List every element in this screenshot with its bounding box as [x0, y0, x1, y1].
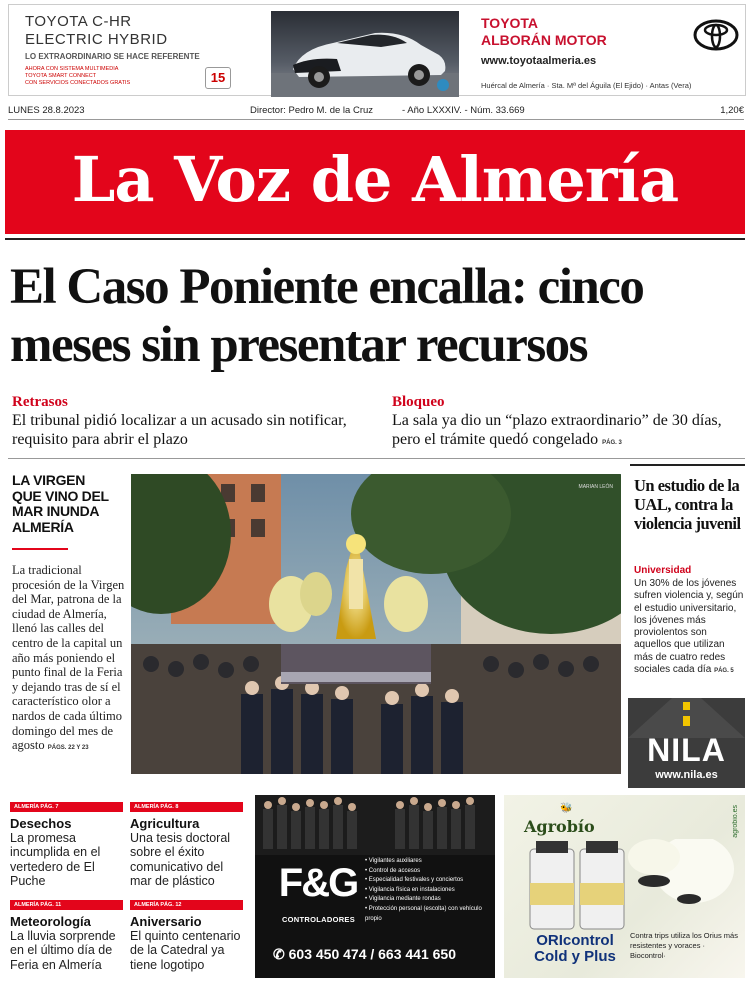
- ual-body-text: Un 30% de los jóvenes sufren violencia y, según el estudio universitario, los jóvenes más proviolentos son aquellos que utilizan más de cuatro redes sociales cada día: [634, 578, 744, 676]
- agrobio-product-line: ORIcontrol: [536, 932, 614, 949]
- ual-kicker: Universidad: [634, 565, 692, 576]
- brief-title: Agricultura: [130, 816, 200, 831]
- divider: [8, 458, 745, 459]
- page-ref: PÁG. 5: [714, 668, 734, 675]
- issue-date: LUNES 28.8.2023: [8, 105, 85, 116]
- virgen-body-text: La tradicional procesión de la Virgen del Mar, patrona de la ciudad de Almería, llenó las calles del centro de la capital un año más poniendo el punto final de la Feria y dejando tras de sí el característico olor a nardos de cada último domingo del mes de agosto: [12, 563, 125, 753]
- fg-service-item: • Control de accesos: [365, 867, 493, 877]
- brief-item[interactable]: [10, 795, 125, 888]
- headline-line: meses sin presentar recursos: [10, 317, 588, 373]
- brief-text: Una tesis doctoral sobre el éxito comunicativo del mar de plástico: [130, 831, 231, 888]
- sub-text: [392, 411, 737, 453]
- sub-text-body: La sala ya dio un “plazo extraordinario” de 30 días, pero el trámite quedó congelado: [392, 412, 722, 448]
- nila-ad[interactable]: [628, 698, 745, 788]
- newspaper-title: La Voz de Almería: [71, 143, 679, 216]
- agrobio-product: [522, 933, 628, 965]
- brief-tag: ALMERÍA PÁG. 11: [10, 900, 123, 910]
- ad-website[interactable]: www.toyotaalmeria.es: [481, 55, 597, 67]
- page-ref: PÁG. 3: [602, 440, 622, 446]
- brief-text: La promesa incumplida en el vertedero de El Puche: [10, 831, 101, 888]
- dateline: [8, 104, 744, 120]
- ad-fine-line: CON SERVICIOS CONECTADOS GRATIS: [25, 80, 131, 86]
- fg-service-item: • Especialidad festivales y conciertos: [365, 876, 493, 886]
- ad-fine-line: AHORA CON SISTEMA MULTIMEDIA: [25, 66, 119, 72]
- fg-subtitle: CONTROLADORES: [281, 915, 356, 924]
- brief-title: Desechos: [10, 816, 72, 831]
- ad-dealer-line1: TOYOTA: [481, 15, 539, 31]
- fg-phone-numbers[interactable]: [273, 946, 483, 963]
- fg-logo: F&G: [278, 861, 358, 905]
- lead-sub-right[interactable]: [392, 394, 737, 453]
- brief-text: La lluvia sorprende en el último día de Feria en Almería: [10, 929, 116, 972]
- agrobio-ad[interactable]: [504, 795, 745, 978]
- car-image: [271, 11, 459, 97]
- divider: [5, 238, 745, 242]
- brief-item[interactable]: [130, 893, 245, 972]
- fg-service-item: • Vigilantes auxiliares: [365, 857, 493, 867]
- bee-icon: 🐝: [560, 803, 573, 814]
- ad-tagline: LO EXTRAORDINARIO SE HACE REFERENTE: [25, 52, 200, 61]
- sub-text: El tribunal pidió localizar a un acusado sin notificar, requisito para abrir el plazo: [12, 412, 347, 448]
- toyota-logo-icon: [693, 19, 739, 56]
- accent-rule: [12, 548, 68, 550]
- ual-body: [634, 578, 745, 677]
- ad-model-line1: TOYOTA C-HR: [25, 13, 132, 30]
- fg-service-item: • Protección personal (escolta) con vehículo propio: [365, 905, 493, 924]
- virgen-body: [12, 563, 130, 756]
- ad-badge-dot: [437, 79, 449, 91]
- ual-story[interactable]: [630, 464, 745, 692]
- virgen-headline-line: MAR INUNDA: [12, 503, 100, 519]
- ad-fine-line: TOYOTA SMART CONNECT: [25, 73, 97, 79]
- headline-line: El Caso Poniente encalla: cinco: [10, 259, 644, 315]
- virgen-headline-line: LA VIRGEN: [12, 472, 86, 488]
- brief-item[interactable]: [10, 893, 125, 972]
- lead-sub-left[interactable]: [12, 394, 352, 449]
- brief-title: Aniversario: [130, 914, 202, 929]
- brief-title: Meteorología: [10, 914, 91, 929]
- agrobio-website[interactable]: agrobio.es: [732, 805, 739, 838]
- virgen-headline-line: ALMERÍA: [12, 518, 74, 535]
- brief-tag: ALMERÍA PÁG. 7: [10, 802, 123, 812]
- director: Director: Pedro M. de la Cruz: [250, 105, 374, 116]
- agrobio-copy: Contra trips utiliza los Orius más resistentes y voraces · Biocontrol·: [630, 931, 738, 960]
- sub-kicker: Bloqueo: [392, 394, 445, 410]
- fg-services-list: [365, 857, 493, 924]
- page-ref: PÁGS. 22 Y 23: [47, 745, 89, 752]
- ad-right-block: [481, 15, 701, 90]
- agrobio-logo: Agrobío: [524, 817, 595, 836]
- photo-credit: MARIAN LEÓN: [578, 484, 613, 490]
- ad-locations: Huércal de Almería · Sta. Mª del Águila (El Ejido) · Antas (Vera): [481, 81, 692, 90]
- agrobio-product-line: Cold y Plus: [534, 948, 616, 965]
- issue-number: - Año LXXXIV. - Núm. 33.669: [402, 105, 525, 116]
- procession-photo[interactable]: [131, 474, 621, 774]
- fg-service-item: • Vigilancia mediante rondas: [365, 895, 493, 905]
- brief-item[interactable]: [130, 795, 245, 888]
- toyota-ad[interactable]: [8, 4, 746, 96]
- virgen-headline-line: QUE VINO DEL: [12, 487, 109, 504]
- virgen-headline[interactable]: [12, 473, 132, 535]
- nila-logo: NILA: [647, 732, 726, 768]
- nila-website[interactable]: www.nila.es: [655, 769, 718, 781]
- fg-phones-text: 603 450 474 / 663 441 650: [288, 946, 457, 962]
- price: 1,20€: [720, 105, 744, 116]
- brief-tag: ALMERÍA PÁG. 12: [130, 900, 243, 910]
- brief-text: El quinto centenario de la Catedral ya tiene logotipo: [130, 929, 241, 972]
- ad-model-line2: ELECTRIC HYBRID: [25, 31, 168, 48]
- masthead[interactable]: [5, 130, 745, 234]
- phone-icon: ✆: [273, 946, 289, 962]
- fg-service-item: • Vigilancia física en instalaciones: [365, 886, 493, 896]
- ual-headline: Un estudio de la UAL, contra la violencia juvenil: [634, 476, 741, 533]
- ad-badge: 15: [205, 67, 231, 89]
- fg-controladores-ad[interactable]: [255, 795, 495, 978]
- ad-dealer-line2: ALBORÁN MOTOR: [481, 32, 607, 48]
- brief-tag: ALMERÍA PÁG. 8: [130, 802, 243, 812]
- lead-headline[interactable]: [10, 258, 745, 374]
- sub-kicker: Retrasos: [12, 394, 68, 410]
